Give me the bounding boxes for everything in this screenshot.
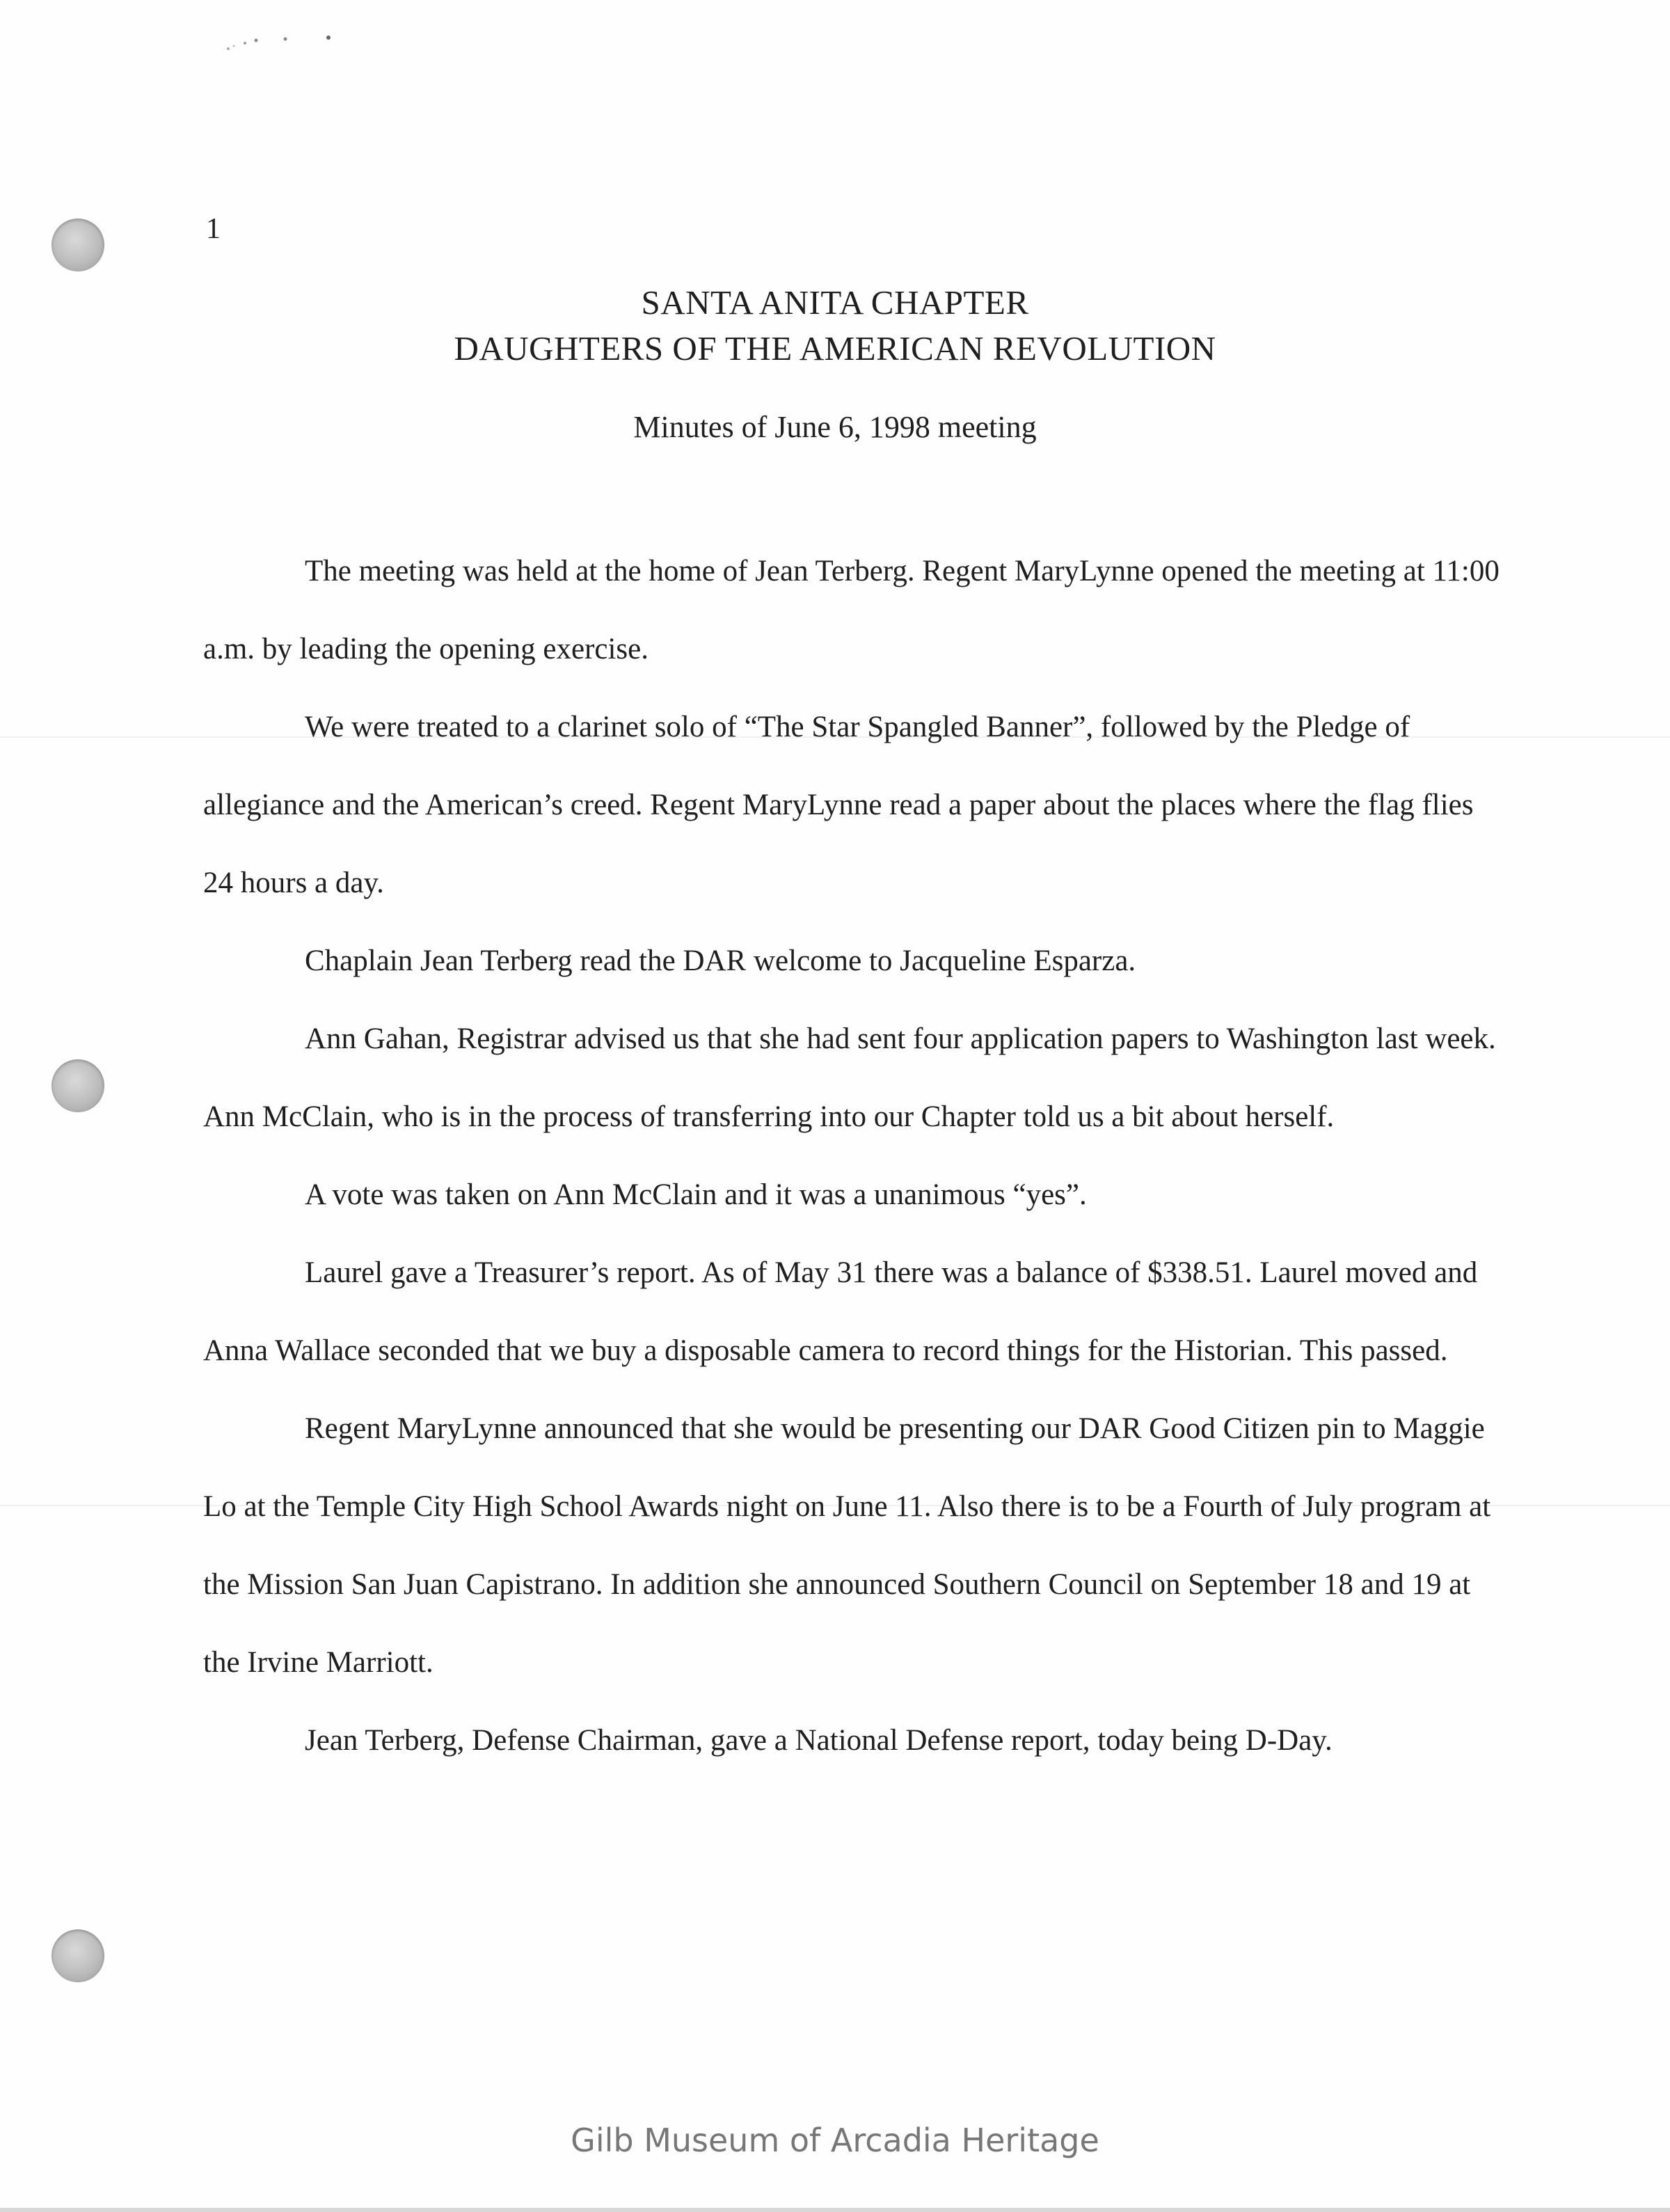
archive-watermark: Gilb Museum of Arcadia Heritage <box>571 2122 1099 2159</box>
minutes-title: Minutes of June 6, 1998 meeting <box>633 410 1037 444</box>
paragraph: Regent MaryLynne announced that she would be presenting our DAR Good Citizen pin to Maggie Lo at the Temple City High School Awards night on June 11. Also there is to be a Fourth of July program at the Mission San Juan Capistrano. In addition she announced Southern Council on September 18 and 19 at the Irvine Marriott. <box>203 1412 1491 1679</box>
chapter-name: SANTA ANITA CHAPTER <box>641 283 1029 322</box>
document-header <box>0 280 1670 447</box>
paragraph: A vote was taken on Ann McClain and it was a unanimous “yes”. <box>305 1178 1087 1211</box>
binder-hole <box>51 1059 104 1112</box>
paragraph: Chaplain Jean Terberg read the DAR welcome to Jacqueline Esparza. <box>305 945 1136 977</box>
page-edge <box>0 2208 1670 2212</box>
paragraph: The meeting was held at the home of Jean Terberg. Regent MaryLynne opened the meeting at 11:00 a.m. by leading the opening exercise. <box>203 555 1500 665</box>
paragraph: Jean Terberg, Defense Chairman, gave a National Defense report, today being D-Day. <box>305 1724 1333 1757</box>
binder-hole <box>51 1929 104 1982</box>
paragraph: Laurel gave a Treasurer’s report. As of May 31 there was a balance of $338.51. Laurel moved and Anna Wallace seconded that we buy a disposable camera to record things for the Historian. This passed. <box>203 1256 1478 1367</box>
paper-specks <box>224 32 342 56</box>
page-number: 1 <box>206 213 221 245</box>
minutes-body <box>203 532 1504 1780</box>
binder-hole <box>51 219 104 271</box>
paragraph: Ann Gahan, Registrar advised us that she had sent four application papers to Washington last week. Ann McClain, who is in the process of transferring into our Chapter told us a bit about herself. <box>203 1022 1496 1133</box>
organization-name: DAUGHTERS OF THE AMERICAN REVOLUTION <box>454 329 1216 368</box>
paragraph: We were treated to a clarinet solo of “The Star Spangled Banner”, followed by the Pledge of allegiance and the American’s creed. Regent MaryLynne read a paper about the places where the flag flies 24 hours a day. <box>203 711 1474 899</box>
